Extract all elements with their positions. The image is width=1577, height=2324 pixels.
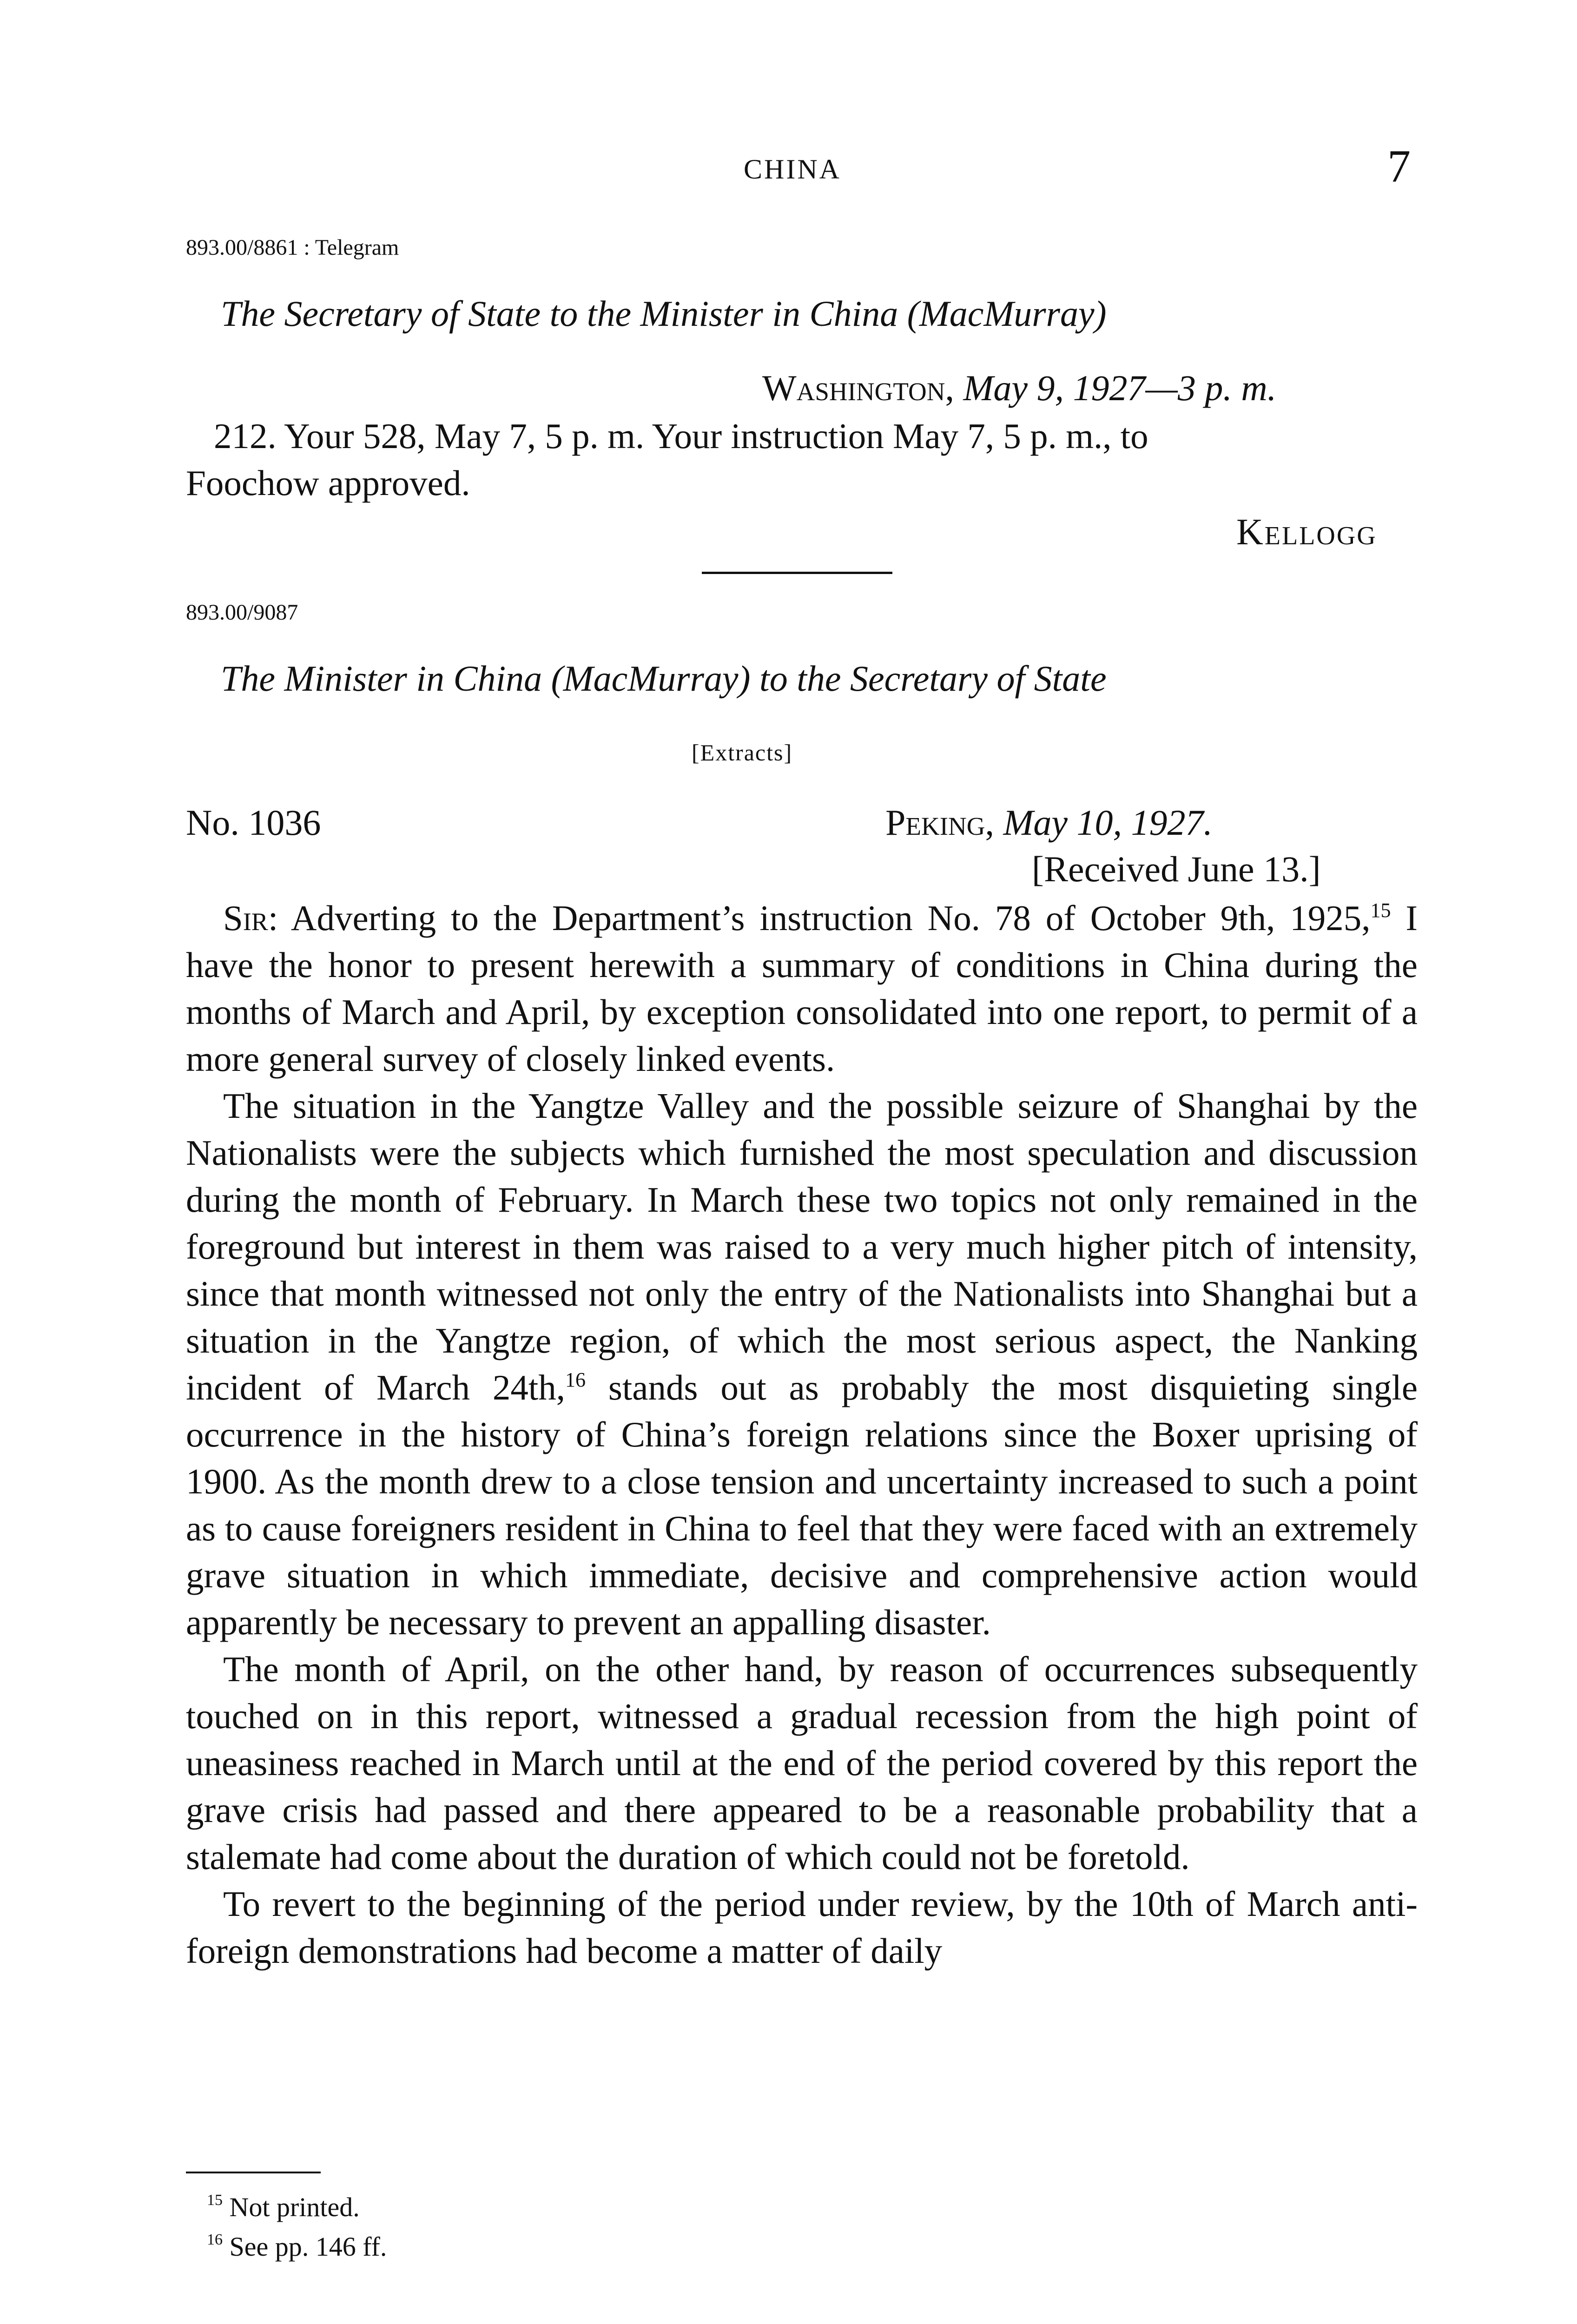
doc1-dateline <box>762 367 1276 409</box>
footnote-rule <box>186 2172 321 2173</box>
doc1-signature: Kellogg <box>1236 512 1377 553</box>
doc1-body <box>186 413 1418 507</box>
doc1-dateline-date: May 9, 1927—3 p. m. <box>963 368 1277 408</box>
salutation: Sir <box>223 898 268 938</box>
running-head: CHINA <box>744 154 841 185</box>
doc2-p2-text-b: stands out as probably the most disquieting single occurrence in the history of China’s foreign relations since the Boxer uprising of 1900. As the month drew to a close tension and uncertainty increased to such a point as to cause foreigners resident in China to feel that they were faced with an extremely grave situation in which immediate, decisive and comprehensive action would apparently be necessary to prevent an appalling disaster. <box>186 1367 1418 1642</box>
doc1-dateline-place: Washington, <box>762 368 954 408</box>
footnote-mark: 15 <box>207 2192 223 2209</box>
doc1-title: The Secretary of State to the Minister in China (MacMurray) <box>221 293 1107 334</box>
doc2-paragraph-4: To revert to the beginning of the period under review, by the 10th of March anti-foreign demonstrations had become a matter of daily <box>186 1884 1418 1971</box>
doc2-p1-text-b: I have the honor to present herewith a summary of conditions in China during the months of March and April, by exception consolidated into one report, to permit of a more general survey of closely linked events. <box>186 898 1418 1079</box>
footnote-text: See pp. 146 ff. <box>229 2232 387 2262</box>
doc2-dateline-place: Peking, <box>885 802 994 843</box>
doc2-p2-text-a: The situation in the Yangtze Valley and the possible seizure of Shanghai by the Nationalists were the subjects which furnished the most speculation and discussion during the month of February. In March these two topics not only remained in the foreground but interest in them was raised to a very much higher pitch of intensity, since that month witnessed not only the entry of the Nationalists into Shanghai but a situation in the Yangtze region, of which the most serious aspect, the Nanking incident of March 24th, <box>186 1086 1418 1407</box>
page-number: 7 <box>1387 140 1411 192</box>
footnote-mark: 16 <box>207 2231 223 2248</box>
doc2-received: [Received June 13.] <box>1032 849 1321 889</box>
footnote-16 <box>207 2231 387 2262</box>
doc2-p1-text-a: : Adverting to the Department’s instruction No. 78 of October 9th, 1925, <box>268 898 1371 938</box>
doc2-paragraph-2 <box>186 1083 1418 1646</box>
doc2-extracts-label: [Extracts] <box>692 739 793 766</box>
doc2-title: The Minister in China (MacMurray) to the Secretary of State <box>221 658 1107 699</box>
doc2-dateline <box>885 802 1213 844</box>
doc2-paragraph-3: The month of April, on the other hand, by reason of occurrences subsequently touched on in this report, witnessed a gradual recession from the high point of uneasiness reached in March until at the end of the period covered by this report the grave crisis had passed and there appeared to be a reasonable probability that a stalemate had come about the duration of which could not be foretold. <box>186 1649 1418 1877</box>
doc2-dateline-date: May 10, 1927. <box>1003 802 1213 843</box>
doc1-file-number: 893.00/8861 : Telegram <box>186 235 399 260</box>
doc1-paragraph-line2: Foochow approved. <box>186 463 470 503</box>
doc1-paragraph-line1: 212. Your 528, May 7, 5 p. m. Your instruction May 7, 5 p. m., to <box>214 416 1148 456</box>
footnote-ref-15: 15 <box>1370 899 1391 922</box>
doc2-number: No. 1036 <box>186 802 321 843</box>
footnote-15 <box>207 2192 360 2223</box>
footnote-text: Not printed. <box>229 2192 360 2222</box>
footnote-ref-16: 16 <box>565 1368 586 1391</box>
doc2-file-number: 893.00/9087 <box>186 600 298 625</box>
doc2-body <box>186 895 1418 1974</box>
section-divider <box>702 572 892 574</box>
doc2-paragraph-1 <box>186 895 1418 1083</box>
